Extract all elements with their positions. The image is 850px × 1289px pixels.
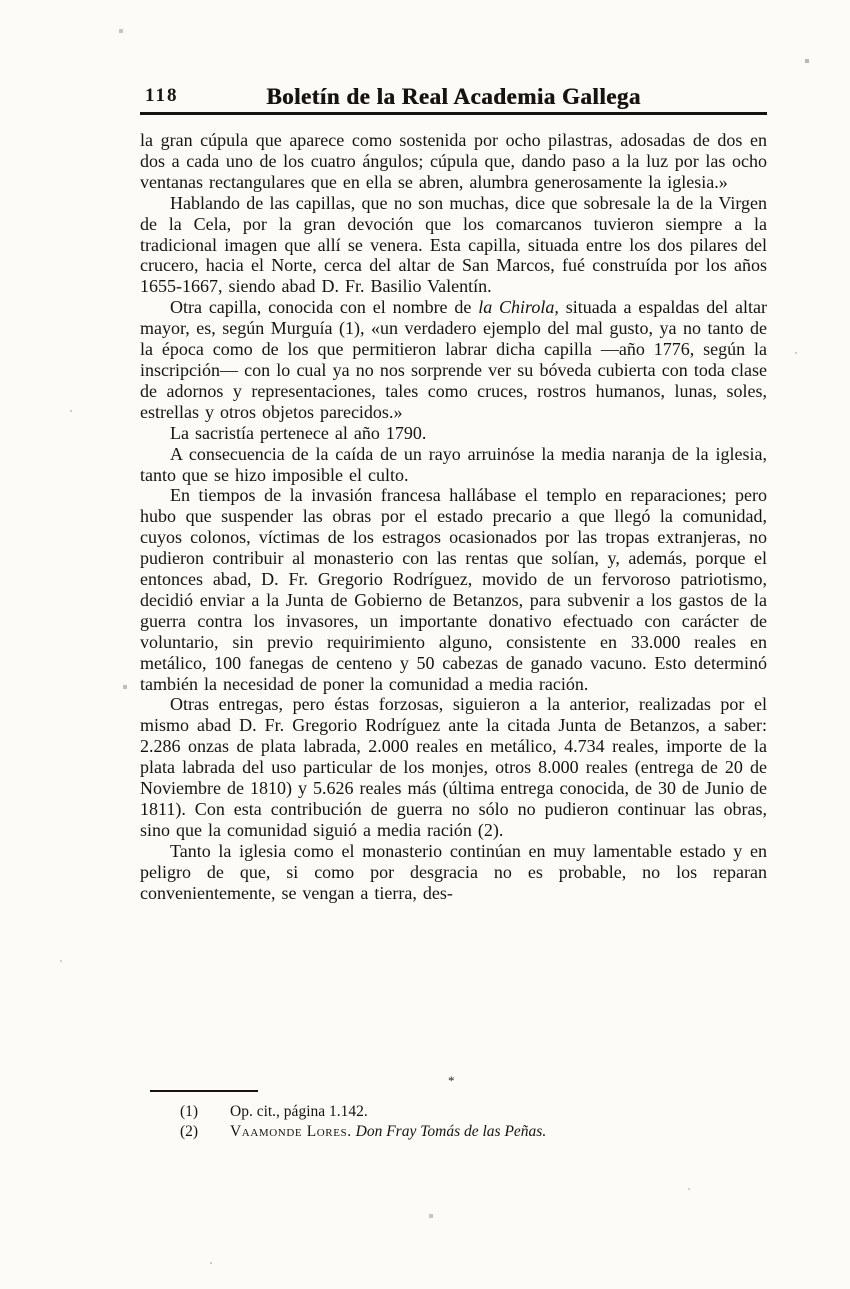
page-number: 118 <box>145 85 179 106</box>
footnote-list <box>180 1102 767 1141</box>
running-head <box>140 84 767 108</box>
text-run: Tanto la iglesia como el monasterio continúan en muy lamentable estado y en peligro de que, si como por desgracia no es probable, no los reparan convenientemente, se vengan a tierra, des- <box>140 840 767 903</box>
footnote-marker: (1) <box>180 1103 199 1120</box>
text-run: La sacristía pertenece al año 1790. <box>170 422 427 443</box>
paragraph <box>140 841 767 904</box>
text-run: Otra capilla, conocida con el nombre de <box>170 297 479 318</box>
paragraph <box>140 193 767 298</box>
footnote-rule <box>150 1090 258 1092</box>
document-body <box>140 130 767 904</box>
text-run: En tiempos de la invasión francesa hallábase el templo en reparaciones; pero hubo que suspender las obras por el estado precario a que llegó la comunidad, cuyos colonos, víctimas de los estragos ocasionados por las tropas extranjeras, no pudieron contribuir al monasterio con las rentas que solían, y, además, porque el entonces abad, D. Fr. Gregorio Rodríguez, movido de un fervoroso patriotismo, decidió enviar a la Junta de Gobierno de Betanzos, para subvenir a los gastos de la guerra contra los invasores, un importante donativo efectuado con carácter de voluntario, sin previo requirimiento alguno, consistente en 33.000 reales en metálico, 100 fanegas de centeno y 50 cabezas de ganado vacuno. Esto determinó también la necesidad de poner la comunidad a media ración. <box>140 485 767 694</box>
scan-noise <box>0 0 2 2</box>
footnote <box>180 1122 767 1142</box>
paragraph <box>140 423 767 444</box>
footnote <box>180 1102 767 1122</box>
paragraph <box>140 297 767 422</box>
paragraph <box>140 130 767 193</box>
footnote-marker: (2) <box>180 1122 199 1140</box>
text-run: Hablando de las capillas, que no son muchas, dice que sobresale la de la Virgen de la Cela, por la gran devoción que los comarcanos tuvieron siempre a la tradicional imagen que allí se venera. Esta capilla, situada entre los dos pilares del crucero, hacia el Norte, cerca del altar de San Marcos, fué construída por los años 1655-1667, siendo abad D. Fr. Basilio Valentín. <box>140 192 767 297</box>
separator-mark: * <box>448 1073 455 1088</box>
text-run: situada a espaldas del altar mayor, es, según Murguía (1), «un verdadero ejemplo del mal gusto, ya no tanto de la época como de los que permitieron labrar dicha capilla —año 1776, según la inscripción— con lo cual ya no nos sorprende ver su bóveda cubierta con toda clase de adornos y representaciones, tales como cruces, rostros humanos, lunas, soles, estrellas y otros objetos parecidos.» <box>140 297 767 422</box>
text-run: Otras entregas, pero éstas forzosas, siguieron a la anterior, realizadas por el mismo abad D. Fr. Gregorio Rodríguez ante la citada Junta de Betanzos, a saber: 2.286 onzas de plata labrada, 2.000 reales en metálico, 4.734 reales, importe de la plata labrada del uso particular de los monjes, otros 8.000 reales (entrega de 20 de Noviembre de 1810) y 5.626 reales más (última entrega conocida, de 30 de Junio de 1811). Con esta contribución de guerra no sólo no pudieron continuar las obras, sino que la comunidad siguió a media ración (2). <box>140 694 767 840</box>
italic-text: la Chirola, <box>478 297 559 318</box>
italic-text: Don Fray Tomás de las Peñas. <box>355 1122 547 1140</box>
header-rule <box>140 112 767 115</box>
text-run: A consecuencia de la caída de un rayo arruinóse la media naranja de la iglesia, tanto que se hizo imposible el culto. <box>140 443 767 485</box>
smallcaps-text: Vaamonde Lores. <box>230 1122 352 1140</box>
paragraph <box>140 694 767 840</box>
paragraph <box>140 444 767 486</box>
footnote-text <box>230 1102 767 1122</box>
paragraph <box>140 485 767 694</box>
text-run: la gran cúpula que aparece como sostenida por ocho pilastras, adosadas de dos en dos a cada uno de los cuatro ángulos; cúpula que, dando paso a la luz por las ocho ventanas rectangulares que en ella se abren, alumbra generosamente la iglesia.» <box>140 130 767 192</box>
footnote-text <box>230 1122 767 1142</box>
text-run: Op. cit., página 1.142. <box>230 1103 368 1120</box>
page-title: Boletín de la Real Academia Gallega <box>266 84 641 109</box>
